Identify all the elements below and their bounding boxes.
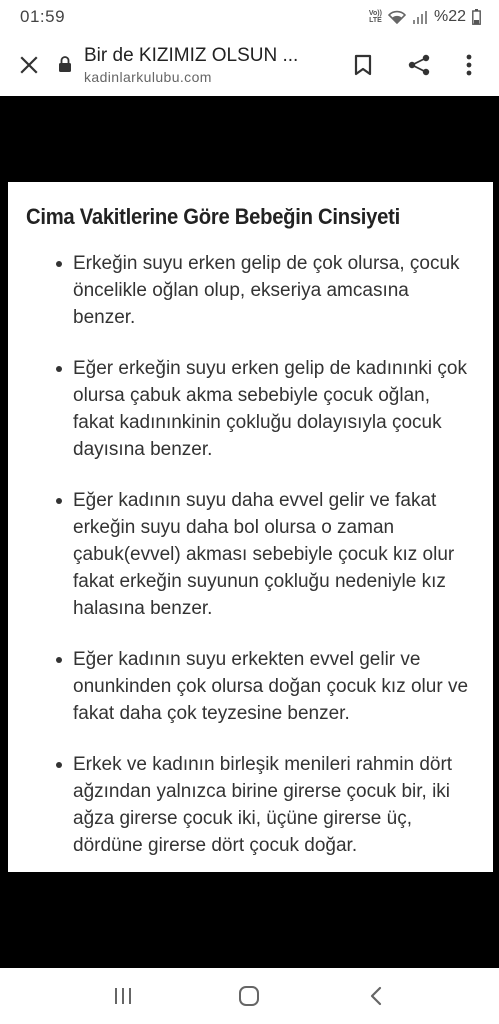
url-info[interactable] <box>84 45 335 85</box>
recent-apps-button[interactable] <box>93 968 153 1024</box>
volte-indicator: Vo)) LTE <box>368 10 382 24</box>
close-button[interactable] <box>0 34 58 96</box>
share-button[interactable] <box>391 34 447 96</box>
status-time: 01:59 <box>20 7 66 26</box>
list-item-text: Eğer erkeğin suyu erken gelip de kadınınki çok olursa çabuk akma sebebiyle çocuk oğlan, fakat kadınınkinin çokluğu dolayısıyla çocuk dayısına benzer. <box>73 358 467 460</box>
bullet-dot <box>56 762 62 768</box>
list-item <box>26 250 471 331</box>
navigation-bar <box>0 968 499 1024</box>
more-options-button[interactable] <box>447 34 491 96</box>
bullet-list <box>26 250 471 859</box>
lock-icon <box>58 56 72 72</box>
list-item <box>26 355 471 463</box>
signal-icon <box>412 10 428 24</box>
list-item <box>26 646 471 727</box>
home-icon <box>238 985 260 1007</box>
status-bar <box>0 0 499 34</box>
close-icon <box>20 56 38 74</box>
share-icon <box>407 53 431 77</box>
bullet-dot <box>56 366 62 372</box>
status-indicators <box>369 8 481 26</box>
battery-percent: %22 <box>433 8 466 25</box>
list-item <box>26 487 471 622</box>
back-button[interactable] <box>346 968 406 1024</box>
list-item-text: Eğer kadının suyu erkekten evvel gelir ve onunkinden çok olursa doğan çocuk kız olur ve fakat daha çok teyzesine benzer. <box>73 649 469 724</box>
content-heading: Cima Vakitlerine Göre Bebeğin Cinsiyeti <box>26 204 400 229</box>
bullet-dot <box>56 261 62 267</box>
page-title: Bir de KIZIMIZ OLSUN ... <box>84 45 299 66</box>
home-button[interactable] <box>219 968 279 1024</box>
bookmark-icon <box>354 54 372 76</box>
recent-apps-icon <box>113 987 133 1005</box>
page-domain: kadinlarkulubu.com <box>84 69 212 85</box>
wifi-icon <box>388 10 406 24</box>
list-item <box>26 751 471 859</box>
list-item-text: Eğer kadının suyu daha evvel gelir ve fakat erkeğin suyu daha bol olursa o zaman çabuk(evvel) akması sebebiyle çocuk kız olur fakat erkeğin suyunun çokluğu nedeniyle kız halasına benzer. <box>73 490 455 619</box>
bullet-dot <box>56 498 62 504</box>
bullet-dot <box>56 657 62 663</box>
list-item-text: Erkeğin suyu erken gelip de çok olursa, çocuk öncelikle oğlan olup, ekseriya amcasına benzer. <box>73 253 460 328</box>
bookmark-button[interactable] <box>335 34 391 96</box>
more-vert-icon <box>466 54 472 76</box>
battery-icon <box>472 9 481 25</box>
content-card <box>8 182 493 872</box>
url-bar <box>0 34 499 96</box>
list-item-text: Erkek ve kadının birleşik menileri rahmin dört ağzından yalnızca birine girerse çocuk bir, iki ağza girerse çocuk iki, üçüne girerse üç, dördüne girerse dört çocuk doğar. <box>73 754 453 856</box>
back-icon <box>369 986 383 1006</box>
